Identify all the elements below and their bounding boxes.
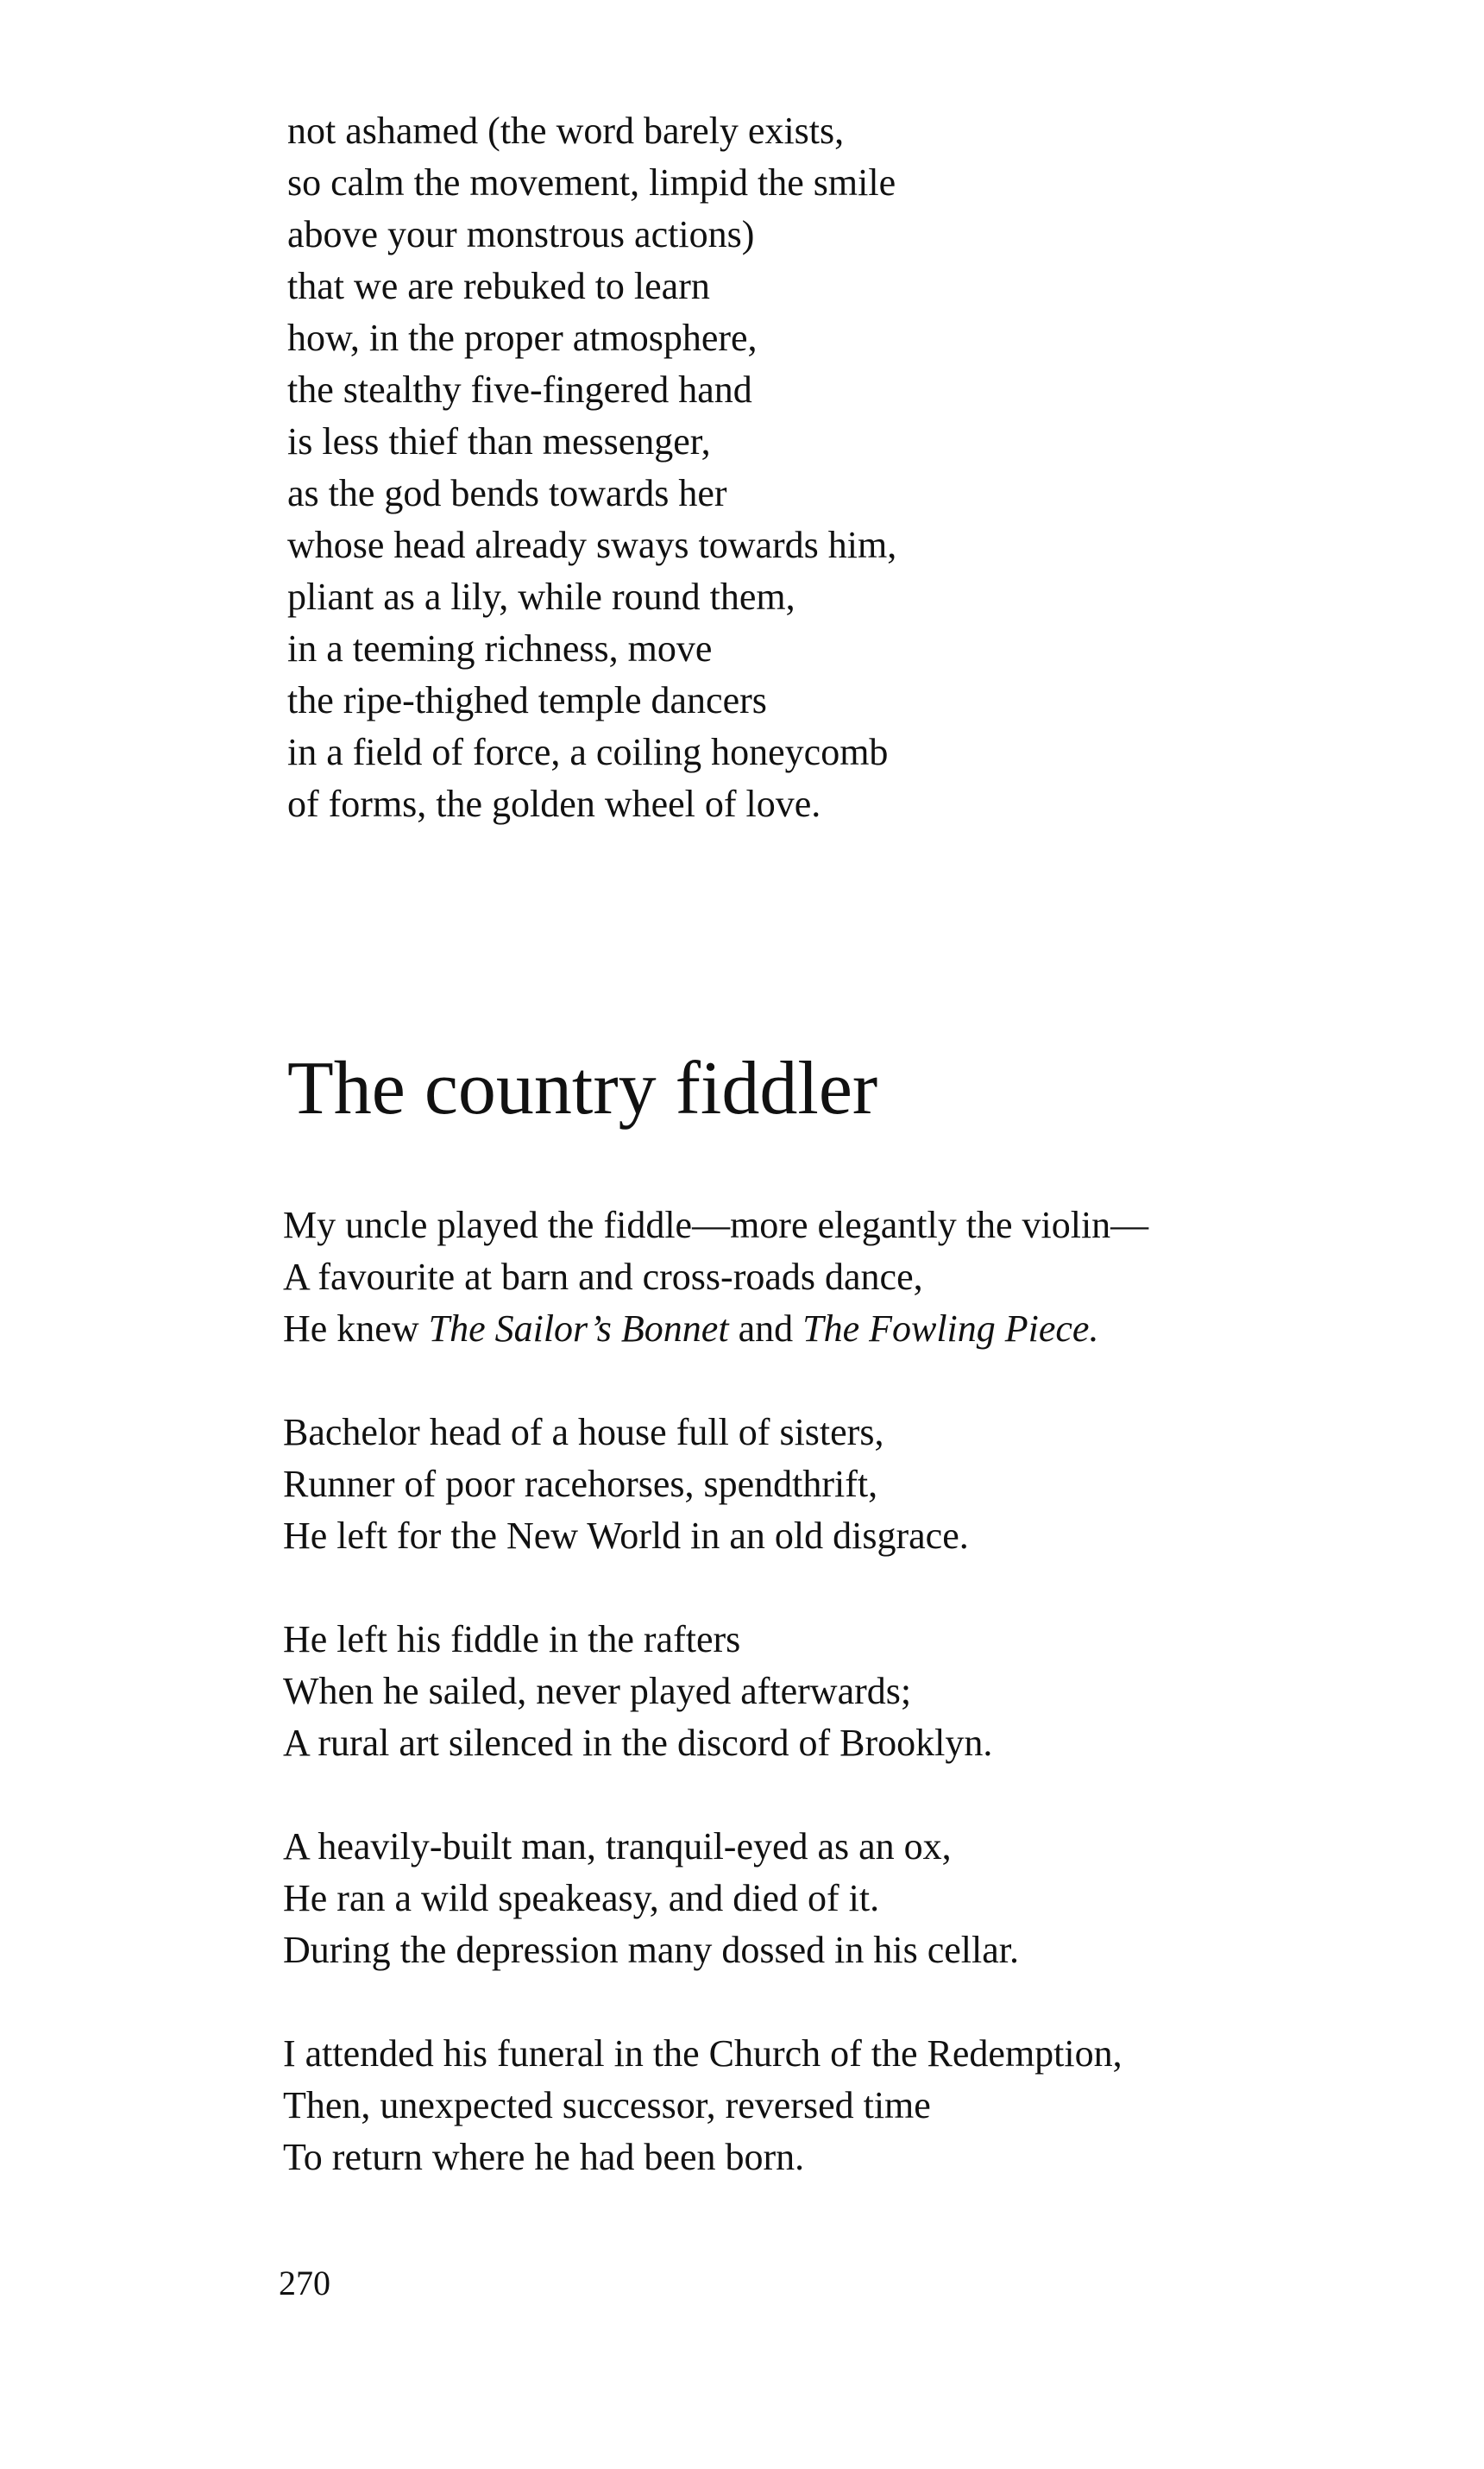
verse-line: He left for the New World in an old disgrace.: [283, 1515, 969, 1557]
verse-text: and: [728, 1307, 803, 1350]
verse-line: A heavily-built man, tranquil-eyed as an ox,: [283, 1825, 952, 1867]
verse-line: When he sailed, never played afterwards;: [283, 1670, 912, 1712]
stanza: [283, 1614, 1148, 1769]
verse-line: how, in the proper atmosphere,: [287, 317, 758, 359]
verse-line: Then, unexpected successor, reversed time: [283, 2084, 931, 2126]
verse-line: of forms, the golden wheel of love.: [287, 783, 821, 825]
verse-line: that we are rebuked to learn: [287, 265, 710, 307]
verse-line: Bachelor head of a house full of sisters,: [283, 1411, 884, 1453]
verse-line: whose head already sways towards him,: [287, 524, 897, 566]
stanza: [283, 1200, 1148, 1355]
verse-line: in a teeming richness, move: [287, 627, 713, 670]
verse-line: During the depression many dossed in his cellar.: [283, 1929, 1019, 1971]
verse-line: My uncle played the fiddle—more elegantly the violin—: [283, 1204, 1149, 1246]
stanza: [283, 1407, 1148, 1562]
verse-line: A rural art silenced in the discord of Brooklyn.: [283, 1722, 993, 1764]
verse-line: [283, 1303, 1148, 1355]
verse-text: He knew: [283, 1307, 429, 1350]
verse-line: He left his fiddle in the rafters: [283, 1618, 741, 1660]
page-number: 270: [279, 2264, 330, 2302]
tune-title-italic: The Sailor’s Bonnet: [428, 1307, 729, 1350]
tune-title-italic: The Fowling Piece.: [802, 1307, 1099, 1350]
stanza: [283, 2028, 1148, 2183]
verse-line: A favourite at barn and cross-roads dance,: [283, 1256, 923, 1298]
verse-line: the ripe-thighed temple dancers: [287, 679, 767, 721]
verse-line: above your monstrous actions): [287, 213, 755, 255]
verse-line: pliant as a lily, while round them,: [287, 576, 795, 618]
verse-line: so calm the movement, limpid the smile: [287, 161, 896, 204]
verse-line: Runner of poor racehorses, spendthrift,: [283, 1463, 878, 1505]
verse-line: is less thief than messenger,: [287, 420, 711, 463]
stanza: [283, 1821, 1148, 1976]
verse-line: I attended his funeral in the Church of the Redemption,: [283, 2032, 1122, 2075]
verse-line: the stealthy five-fingered hand: [287, 368, 752, 411]
verse-line: in a field of force, a coiling honeycomb: [287, 731, 889, 773]
poem-title: The country fiddler: [287, 1047, 878, 1131]
verse-line: as the god bends towards her: [287, 472, 727, 514]
poem-body: [283, 1200, 1148, 2235]
previous-poem-ending: [287, 105, 896, 830]
verse-line: To return where he had been born.: [283, 2136, 805, 2178]
verse-line: not ashamed (the word barely exists,: [287, 110, 845, 152]
verse-line: He ran a wild speakeasy, and died of it.: [283, 1877, 880, 1919]
